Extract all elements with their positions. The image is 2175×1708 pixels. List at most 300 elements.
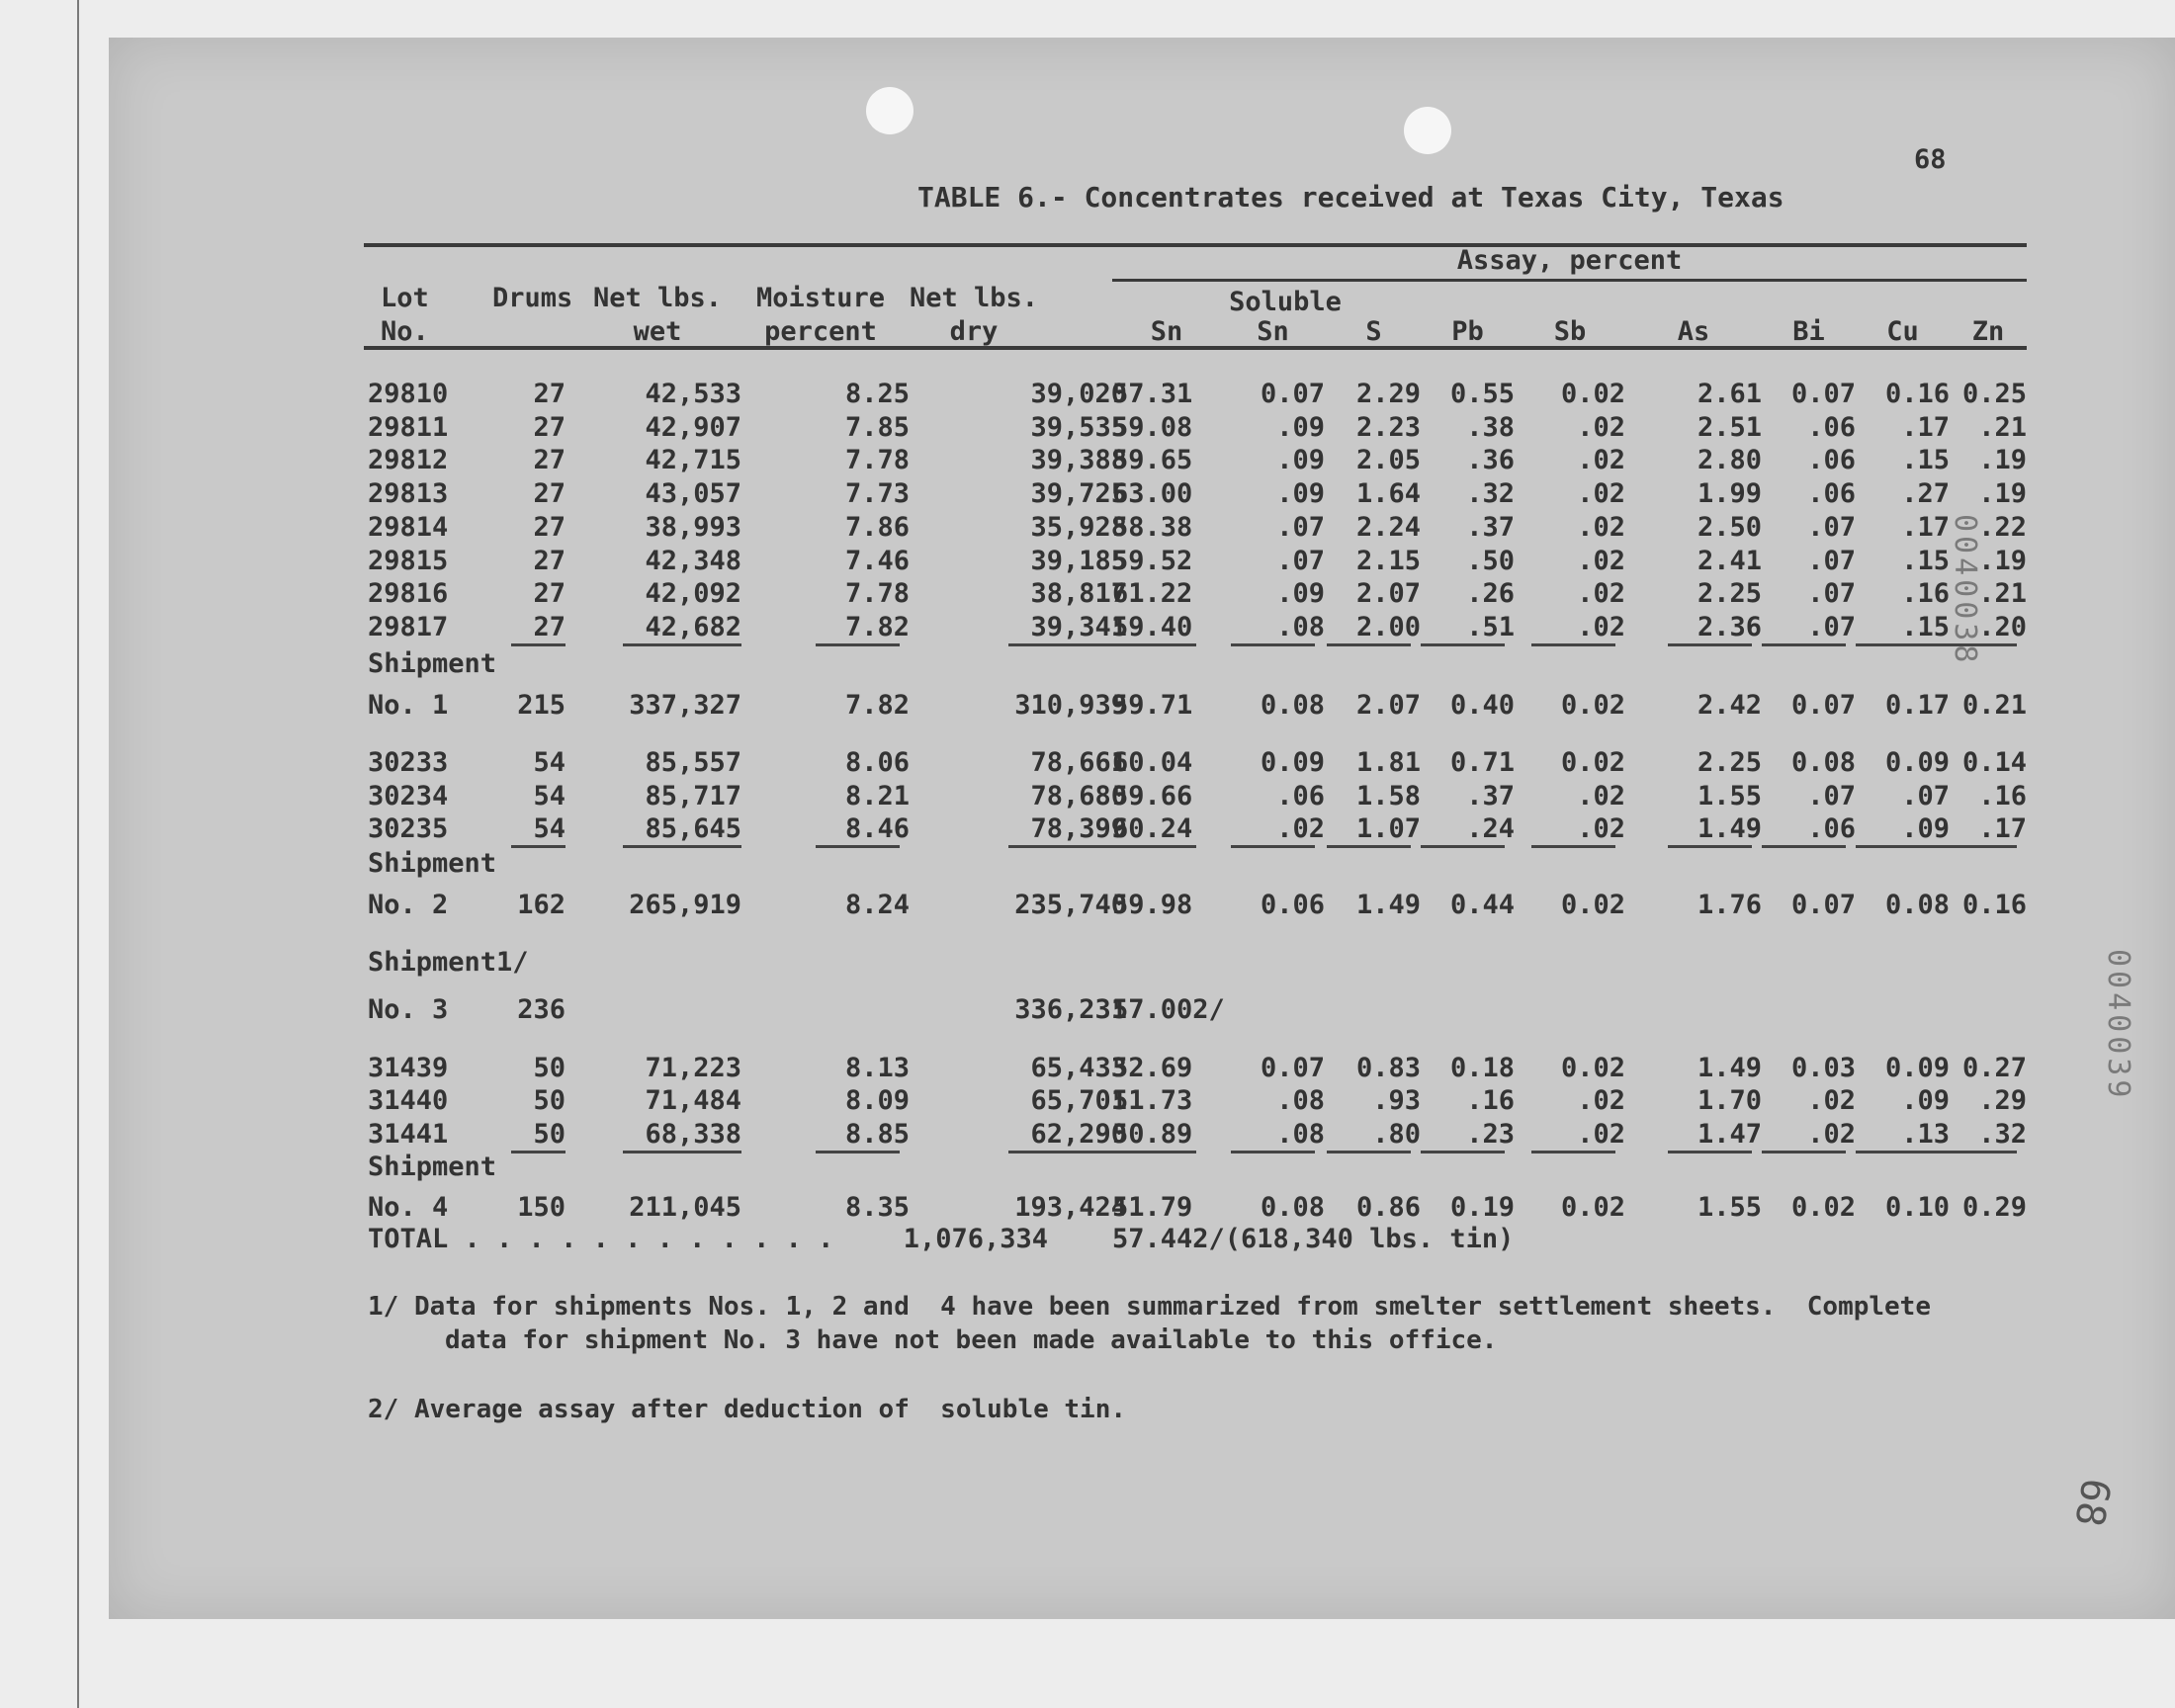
- subtotal-underline: [1762, 643, 1846, 646]
- lot-sb-cell: .02: [1577, 1085, 1625, 1116]
- lot-zn-cell: .19: [1978, 478, 2027, 509]
- lot-net-lbs-dry-cell: 39,185: [1030, 546, 1127, 576]
- subtotal-underline: [1112, 845, 1196, 848]
- shipment-drums-cell: 162: [517, 890, 566, 920]
- header-pb: Pb: [1451, 316, 1484, 347]
- subtotal-underline: [1531, 1151, 1615, 1153]
- lot-pb-cell: .26: [1466, 578, 1515, 609]
- lot-pb-cell: .36: [1466, 445, 1515, 475]
- lot-bi-cell: 0.07: [1790, 379, 1856, 409]
- subtotal-underline: [1421, 845, 1505, 848]
- header-net-wet-1: Net lbs.: [592, 283, 723, 313]
- lot-moisture-percent-cell: 8.06: [844, 747, 910, 778]
- lot-lot-no-cell: 30235: [368, 813, 449, 844]
- subtotal-underline: [1933, 1151, 2017, 1153]
- lot-drums-cell: 54: [533, 747, 566, 778]
- lot-bi-cell: .07: [1807, 578, 1856, 609]
- lot-moisture-percent-cell: 7.73: [844, 478, 910, 509]
- total-label: TOTAL . . . . . . . . . . . .: [368, 1224, 834, 1254]
- lot-lot-no-cell: 30233: [368, 747, 449, 778]
- subtotal-underline: [1421, 1151, 1505, 1153]
- subtotal-underline: [1008, 1151, 1127, 1153]
- shipment-bi-cell: 0.02: [1790, 1192, 1856, 1223]
- table-title: TABLE 6.- Concentrates received at Texas City, Texas: [917, 181, 1784, 214]
- shipment-s-cell: 1.49: [1355, 890, 1421, 920]
- lot-bi-cell: .02: [1807, 1085, 1856, 1116]
- vertical-stamp-1: 0040038: [1948, 514, 1982, 667]
- lot-soluble-sn-cell: .08: [1276, 1085, 1325, 1116]
- lot-cu-cell: .07: [1901, 781, 1950, 811]
- shipment-soluble-sn-cell: 0.06: [1260, 890, 1325, 920]
- lot-sb-cell: .02: [1577, 478, 1625, 509]
- subtotal-underline: [623, 643, 741, 646]
- lot-sb-cell: .02: [1577, 445, 1625, 475]
- lot-net-lbs-wet-cell: 38,993: [645, 512, 741, 543]
- subtotal-underline: [816, 643, 900, 646]
- shipment-net-lbs-dry-cell: 310,939: [1014, 690, 1127, 721]
- shipment-sb-cell: 0.02: [1560, 690, 1625, 721]
- shipment-net-lbs-dry-cell: 336,231: [1014, 994, 1127, 1025]
- shipment-moisture-percent-cell: 8.24: [844, 890, 910, 920]
- shipment-cu-cell: 0.08: [1884, 890, 1950, 920]
- header-soluble-sn: Sn: [1257, 316, 1289, 347]
- lot-bi-cell: 0.03: [1790, 1053, 1856, 1083]
- lot-drums-cell: 54: [533, 781, 566, 811]
- lot-soluble-sn-cell: .09: [1276, 478, 1325, 509]
- lot-lot-no-cell: 29813: [368, 478, 449, 509]
- lot-bi-cell: .07: [1807, 781, 1856, 811]
- lot-zn-cell: .16: [1978, 781, 2027, 811]
- lot-moisture-percent-cell: 7.86: [844, 512, 910, 543]
- lot-zn-cell: .21: [1978, 578, 2027, 609]
- lot-moisture-percent-cell: 8.21: [844, 781, 910, 811]
- lot-pb-cell: .16: [1466, 1085, 1515, 1116]
- lot-pb-cell: .50: [1466, 546, 1515, 576]
- lot-zn-cell: .17: [1978, 813, 2027, 844]
- lot-zn-cell: .29: [1978, 1085, 2027, 1116]
- shipment-pb-cell: 0.40: [1449, 690, 1515, 721]
- footnote-2: 2/ Average assay after deduction of soluble tin.: [368, 1395, 1127, 1424]
- lot-bi-cell: .07: [1807, 612, 1856, 642]
- lot-net-lbs-wet-cell: 71,223: [645, 1053, 741, 1083]
- lot-cu-cell: 0.09: [1884, 1053, 1950, 1083]
- lot-sb-cell: 0.02: [1560, 747, 1625, 778]
- lot-moisture-percent-cell: 7.85: [844, 412, 910, 443]
- lot-moisture-percent-cell: 8.46: [844, 813, 910, 844]
- lot-net-lbs-dry-cell: 35,928: [1030, 512, 1127, 543]
- lot-net-lbs-dry-cell: 78,680: [1030, 781, 1127, 811]
- lot-s-cell: 2.24: [1355, 512, 1421, 543]
- lot-sb-cell: .02: [1577, 781, 1625, 811]
- lot-net-lbs-dry-cell: 38,817: [1030, 578, 1127, 609]
- shipment-sn-cell: 51.79: [1112, 1192, 1193, 1223]
- lot-cu-cell: 0.16: [1884, 379, 1950, 409]
- lot-zn-cell: .32: [1978, 1119, 2027, 1150]
- shipment-pb-cell: 0.44: [1449, 890, 1515, 920]
- punch-hole-left: [866, 87, 914, 134]
- lot-sb-cell: .02: [1577, 578, 1625, 609]
- lot-pb-cell: .37: [1466, 512, 1515, 543]
- shipment-cu-cell: 0.10: [1884, 1192, 1950, 1223]
- lot-as-cell: 2.61: [1696, 379, 1762, 409]
- subtotal-underline: [1231, 1151, 1315, 1153]
- lot-net-lbs-dry-cell: 39,725: [1030, 478, 1127, 509]
- lot-s-cell: 1.81: [1355, 747, 1421, 778]
- lot-sn-cell: 63.00: [1112, 478, 1193, 509]
- header-lot-2: No.: [381, 316, 429, 347]
- lot-cu-cell: .13: [1901, 1119, 1950, 1150]
- lot-zn-cell: 0.14: [1961, 747, 2027, 778]
- lot-zn-cell: 0.25: [1961, 379, 2027, 409]
- subtotal-underline: [511, 643, 566, 646]
- subtotal-underline: [1668, 845, 1752, 848]
- footnote-1: 1/ Data for shipments Nos. 1, 2 and 4 have been summarized from smelter settlement sheets. Complete: [368, 1292, 1931, 1322]
- lot-zn-cell: .21: [1978, 412, 2027, 443]
- subtotal-underline: [1856, 643, 1940, 646]
- lot-moisture-percent-cell: 7.46: [844, 546, 910, 576]
- lot-drums-cell: 27: [533, 379, 566, 409]
- lot-net-lbs-dry-cell: 39,388: [1030, 445, 1127, 475]
- lot-drums-cell: 27: [533, 546, 566, 576]
- lot-drums-cell: 27: [533, 412, 566, 443]
- lot-pb-cell: .32: [1466, 478, 1515, 509]
- lot-soluble-sn-cell: .08: [1276, 612, 1325, 642]
- header-soluble: Soluble: [1229, 287, 1342, 317]
- lot-cu-cell: .15: [1901, 612, 1950, 642]
- lot-sn-cell: 59.52: [1112, 546, 1193, 576]
- lot-lot-no-cell: 29815: [368, 546, 449, 576]
- lot-cu-cell: .09: [1901, 813, 1950, 844]
- shipment-label: Shipment: [368, 1152, 497, 1182]
- subtotal-underline: [816, 1151, 900, 1153]
- header-moisture-2: percent: [764, 316, 877, 347]
- lot-pb-cell: 0.55: [1449, 379, 1515, 409]
- shipment-sn-cell: 59.71: [1112, 690, 1193, 721]
- subtotal-underline: [1008, 845, 1127, 848]
- lot-soluble-sn-cell: .09: [1276, 578, 1325, 609]
- lot-s-cell: 1.07: [1355, 813, 1421, 844]
- document-sheet: [109, 38, 2175, 1619]
- header-drums: Drums: [492, 283, 573, 313]
- lot-cu-cell: 0.09: [1884, 747, 1950, 778]
- subtotal-underline: [1421, 643, 1505, 646]
- subtotal-underline: [1231, 845, 1315, 848]
- lot-moisture-percent-cell: 8.09: [844, 1085, 910, 1116]
- lot-sn-cell: 60.24: [1112, 813, 1193, 844]
- lot-moisture-percent-cell: 8.13: [844, 1053, 910, 1083]
- shipment-soluble-sn-cell: 0.08: [1260, 1192, 1325, 1223]
- subtotal-underline: [1531, 845, 1615, 848]
- lot-as-cell: 2.50: [1696, 512, 1762, 543]
- lot-bi-cell: .06: [1807, 813, 1856, 844]
- lot-cu-cell: .15: [1901, 445, 1950, 475]
- lot-net-lbs-dry-cell: 39,020: [1030, 379, 1127, 409]
- lot-lot-no-cell: 29816: [368, 578, 449, 609]
- lot-sb-cell: 0.02: [1560, 1053, 1625, 1083]
- lot-net-lbs-dry-cell: 39,535: [1030, 412, 1127, 443]
- shipment-drums-cell: 236: [517, 994, 566, 1025]
- lot-pb-cell: .37: [1466, 781, 1515, 811]
- subtotal-underline: [1531, 643, 1615, 646]
- lot-net-lbs-dry-cell: 39,341: [1030, 612, 1127, 642]
- lot-as-cell: 1.70: [1696, 1085, 1762, 1116]
- lot-lot-no-cell: 29811: [368, 412, 449, 443]
- lot-bi-cell: .06: [1807, 478, 1856, 509]
- lot-as-cell: 2.36: [1696, 612, 1762, 642]
- total-net-dry: 1,076,334: [903, 1224, 1048, 1254]
- header-sn: Sn: [1150, 316, 1183, 347]
- lot-sn-cell: 57.31: [1112, 379, 1193, 409]
- subtotal-underline: [1112, 643, 1196, 646]
- vertical-stamp-2: 0040039: [2101, 949, 2135, 1102]
- lot-moisture-percent-cell: 8.25: [844, 379, 910, 409]
- subtotal-underline: [511, 1151, 566, 1153]
- lot-soluble-sn-cell: .02: [1276, 813, 1325, 844]
- lot-as-cell: 1.47: [1696, 1119, 1762, 1150]
- lot-moisture-percent-cell: 8.85: [844, 1119, 910, 1150]
- shipment-moisture-percent-cell: 7.82: [844, 690, 910, 721]
- lot-net-lbs-wet-cell: 42,092: [645, 578, 741, 609]
- lot-bi-cell: .07: [1807, 512, 1856, 543]
- lot-drums-cell: 27: [533, 512, 566, 543]
- shipment-drums-cell: 150: [517, 1192, 566, 1223]
- shipment-zn-cell: 0.21: [1961, 690, 2027, 721]
- shipment-label: Shipment: [368, 848, 497, 879]
- header-assay: Assay, percent: [1456, 245, 1683, 276]
- lot-bi-cell: 0.08: [1790, 747, 1856, 778]
- lot-soluble-sn-cell: .08: [1276, 1119, 1325, 1150]
- shipment-label: Shipment1/: [368, 947, 529, 978]
- shipment-net-lbs-wet-cell: 337,327: [629, 690, 741, 721]
- lot-net-lbs-wet-cell: 42,907: [645, 412, 741, 443]
- lot-net-lbs-wet-cell: 85,717: [645, 781, 741, 811]
- lot-drums-cell: 50: [533, 1053, 566, 1083]
- lot-soluble-sn-cell: 0.09: [1260, 747, 1325, 778]
- lot-as-cell: 1.49: [1696, 1053, 1762, 1083]
- shipment-zn-cell: 0.29: [1961, 1192, 2027, 1223]
- header-net-dry-1: Net lbs.: [909, 283, 1039, 313]
- lot-as-cell: 2.51: [1696, 412, 1762, 443]
- shipment-label: Shipment: [368, 648, 497, 679]
- subtotal-underline: [1008, 643, 1127, 646]
- subtotal-underline: [1327, 643, 1411, 646]
- shipment-lot-no-cell: No. 1: [368, 690, 449, 721]
- lot-soluble-sn-cell: .06: [1276, 781, 1325, 811]
- shipment-sb-cell: 0.02: [1560, 1192, 1625, 1223]
- lot-s-cell: 1.64: [1355, 478, 1421, 509]
- header-zn: Zn: [1971, 316, 2005, 347]
- shipment-bi-cell: 0.07: [1790, 890, 1856, 920]
- lot-drums-cell: 54: [533, 813, 566, 844]
- lot-sn-cell: 58.38: [1112, 512, 1193, 543]
- lot-lot-no-cell: 31439: [368, 1053, 449, 1083]
- lot-net-lbs-wet-cell: 42,682: [645, 612, 741, 642]
- lot-soluble-sn-cell: .07: [1276, 512, 1325, 543]
- lot-net-lbs-wet-cell: 85,557: [645, 747, 741, 778]
- lot-as-cell: 2.25: [1696, 747, 1762, 778]
- lot-drums-cell: 50: [533, 1085, 566, 1116]
- subtotal-underline: [1668, 643, 1752, 646]
- lot-soluble-sn-cell: 0.07: [1260, 1053, 1325, 1083]
- lot-soluble-sn-cell: 0.07: [1260, 379, 1325, 409]
- shipment-as-cell: 1.55: [1696, 1192, 1762, 1223]
- footnote-1-cont: data for shipment No. 3 have not been made available to this office.: [445, 1325, 1498, 1355]
- subtotal-underline: [1327, 845, 1411, 848]
- lot-as-cell: 1.99: [1696, 478, 1762, 509]
- lot-as-cell: 1.49: [1696, 813, 1762, 844]
- lot-zn-cell: .20: [1978, 612, 2027, 642]
- lot-lot-no-cell: 31440: [368, 1085, 449, 1116]
- shipment-pb-cell: 0.19: [1449, 1192, 1515, 1223]
- lot-cu-cell: .17: [1901, 512, 1950, 543]
- lot-pb-cell: .24: [1466, 813, 1515, 844]
- lot-net-lbs-wet-cell: 42,533: [645, 379, 741, 409]
- shipment-net-lbs-dry-cell: 235,740: [1014, 890, 1127, 920]
- lot-drums-cell: 50: [533, 1119, 566, 1150]
- lot-sn-cell: 60.04: [1112, 747, 1193, 778]
- shipment-sn-cell: 59.98: [1112, 890, 1193, 920]
- lot-s-cell: 2.23: [1355, 412, 1421, 443]
- lot-pb-cell: 0.18: [1449, 1053, 1515, 1083]
- lot-net-lbs-wet-cell: 85,645: [645, 813, 741, 844]
- lot-net-lbs-dry-cell: 62,290: [1030, 1119, 1127, 1150]
- lot-s-cell: 2.07: [1355, 578, 1421, 609]
- shipment-cu-cell: 0.17: [1884, 690, 1950, 721]
- lot-cu-cell: .16: [1901, 578, 1950, 609]
- lot-pb-cell: 0.71: [1449, 747, 1515, 778]
- subtotal-underline: [816, 845, 900, 848]
- lot-s-cell: .93: [1372, 1085, 1421, 1116]
- lot-net-lbs-wet-cell: 43,057: [645, 478, 741, 509]
- lot-sn-cell: 59.40: [1112, 612, 1193, 642]
- subtotal-underline: [1327, 1151, 1411, 1153]
- total-sn: 57.442/(618,340 lbs. tin): [1112, 1224, 1515, 1254]
- subtotal-underline: [1762, 1151, 1846, 1153]
- assay-rule: [1112, 279, 2027, 282]
- lot-sb-cell: .02: [1577, 512, 1625, 543]
- subtotal-underline: [1112, 1151, 1196, 1153]
- lot-lot-no-cell: 29810: [368, 379, 449, 409]
- lot-net-lbs-wet-cell: 71,484: [645, 1085, 741, 1116]
- lot-as-cell: 2.80: [1696, 445, 1762, 475]
- subtotal-underline: [623, 845, 741, 848]
- lot-lot-no-cell: 29814: [368, 512, 449, 543]
- shipment-drums-cell: 215: [517, 690, 566, 721]
- shipment-s-cell: 2.07: [1355, 690, 1421, 721]
- lot-cu-cell: .27: [1901, 478, 1950, 509]
- lot-sn-cell: 59.66: [1112, 781, 1193, 811]
- lot-bi-cell: .07: [1807, 546, 1856, 576]
- subtotal-underline: [1933, 845, 2017, 848]
- lot-pb-cell: .38: [1466, 412, 1515, 443]
- lot-s-cell: 1.58: [1355, 781, 1421, 811]
- handwritten-page-number: 68: [2065, 1475, 2119, 1530]
- header-sb: Sb: [1553, 316, 1587, 347]
- lot-s-cell: .80: [1372, 1119, 1421, 1150]
- lot-sb-cell: 0.02: [1560, 379, 1625, 409]
- lot-sb-cell: .02: [1577, 1119, 1625, 1150]
- lot-soluble-sn-cell: .07: [1276, 546, 1325, 576]
- header-lot-1: Lot: [381, 283, 429, 313]
- lot-sb-cell: .02: [1577, 612, 1625, 642]
- lot-net-lbs-dry-cell: 65,701: [1030, 1085, 1127, 1116]
- lot-lot-no-cell: 30234: [368, 781, 449, 811]
- lot-bi-cell: .06: [1807, 412, 1856, 443]
- page-number: 68: [1914, 144, 1947, 175]
- lot-sn-cell: 61.22: [1112, 578, 1193, 609]
- shipment-zn-cell: 0.16: [1961, 890, 2027, 920]
- shipment-bi-cell: 0.07: [1790, 690, 1856, 721]
- shipment-sb-cell: 0.02: [1560, 890, 1625, 920]
- header-net-dry-2: dry: [949, 316, 999, 347]
- shipment-net-lbs-wet-cell: 211,045: [629, 1192, 741, 1223]
- shipment-sn-cell: 57.002/: [1112, 994, 1225, 1025]
- shipment-as-cell: 2.42: [1696, 690, 1762, 721]
- lot-s-cell: 0.83: [1355, 1053, 1421, 1083]
- lot-pb-cell: .23: [1466, 1119, 1515, 1150]
- shipment-net-lbs-dry-cell: 193,424: [1014, 1192, 1127, 1223]
- lot-s-cell: 2.05: [1355, 445, 1421, 475]
- lot-moisture-percent-cell: 7.78: [844, 445, 910, 475]
- lot-soluble-sn-cell: .09: [1276, 445, 1325, 475]
- punch-hole-right: [1404, 107, 1451, 154]
- shipment-lot-no-cell: No. 4: [368, 1192, 449, 1223]
- lot-sn-cell: 59.08: [1112, 412, 1193, 443]
- shipment-soluble-sn-cell: 0.08: [1260, 690, 1325, 721]
- lot-net-lbs-wet-cell: 42,348: [645, 546, 741, 576]
- lot-s-cell: 2.15: [1355, 546, 1421, 576]
- header-as: As: [1677, 316, 1710, 347]
- lot-net-lbs-wet-cell: 68,338: [645, 1119, 741, 1150]
- lot-sn-cell: 50.89: [1112, 1119, 1193, 1150]
- lot-sb-cell: .02: [1577, 546, 1625, 576]
- lot-lot-no-cell: 31441: [368, 1119, 449, 1150]
- lot-pb-cell: .51: [1466, 612, 1515, 642]
- lot-net-lbs-dry-cell: 65,433: [1030, 1053, 1127, 1083]
- lot-as-cell: 2.25: [1696, 578, 1762, 609]
- subtotal-underline: [623, 1151, 741, 1153]
- lot-drums-cell: 27: [533, 578, 566, 609]
- lot-moisture-percent-cell: 7.78: [844, 578, 910, 609]
- subtotal-underline: [1856, 1151, 1940, 1153]
- lot-net-lbs-dry-cell: 78,661: [1030, 747, 1127, 778]
- lot-sn-cell: 52.69: [1112, 1053, 1193, 1083]
- lot-drums-cell: 27: [533, 612, 566, 642]
- header-moisture-1: Moisture: [755, 283, 886, 313]
- lot-lot-no-cell: 29817: [368, 612, 449, 642]
- lot-moisture-percent-cell: 7.82: [844, 612, 910, 642]
- shipment-as-cell: 1.76: [1696, 890, 1762, 920]
- lot-zn-cell: .19: [1978, 546, 2027, 576]
- lot-bi-cell: .06: [1807, 445, 1856, 475]
- header-bi: Bi: [1792, 316, 1825, 347]
- shipment-lot-no-cell: No. 3: [368, 994, 449, 1025]
- header-net-wet-2: wet: [633, 316, 682, 347]
- binder-edge: [77, 0, 79, 1708]
- lot-net-lbs-wet-cell: 42,715: [645, 445, 741, 475]
- subtotal-underline: [1856, 845, 1940, 848]
- lot-zn-cell: .19: [1978, 445, 2027, 475]
- lot-bi-cell: .02: [1807, 1119, 1856, 1150]
- shipment-s-cell: 0.86: [1355, 1192, 1421, 1223]
- header-s: S: [1365, 316, 1382, 347]
- lot-s-cell: 2.29: [1355, 379, 1421, 409]
- subtotal-underline: [1762, 845, 1846, 848]
- lot-net-lbs-dry-cell: 78,399: [1030, 813, 1127, 844]
- lot-cu-cell: .15: [1901, 546, 1950, 576]
- subtotal-underline: [511, 845, 566, 848]
- lot-s-cell: 2.00: [1355, 612, 1421, 642]
